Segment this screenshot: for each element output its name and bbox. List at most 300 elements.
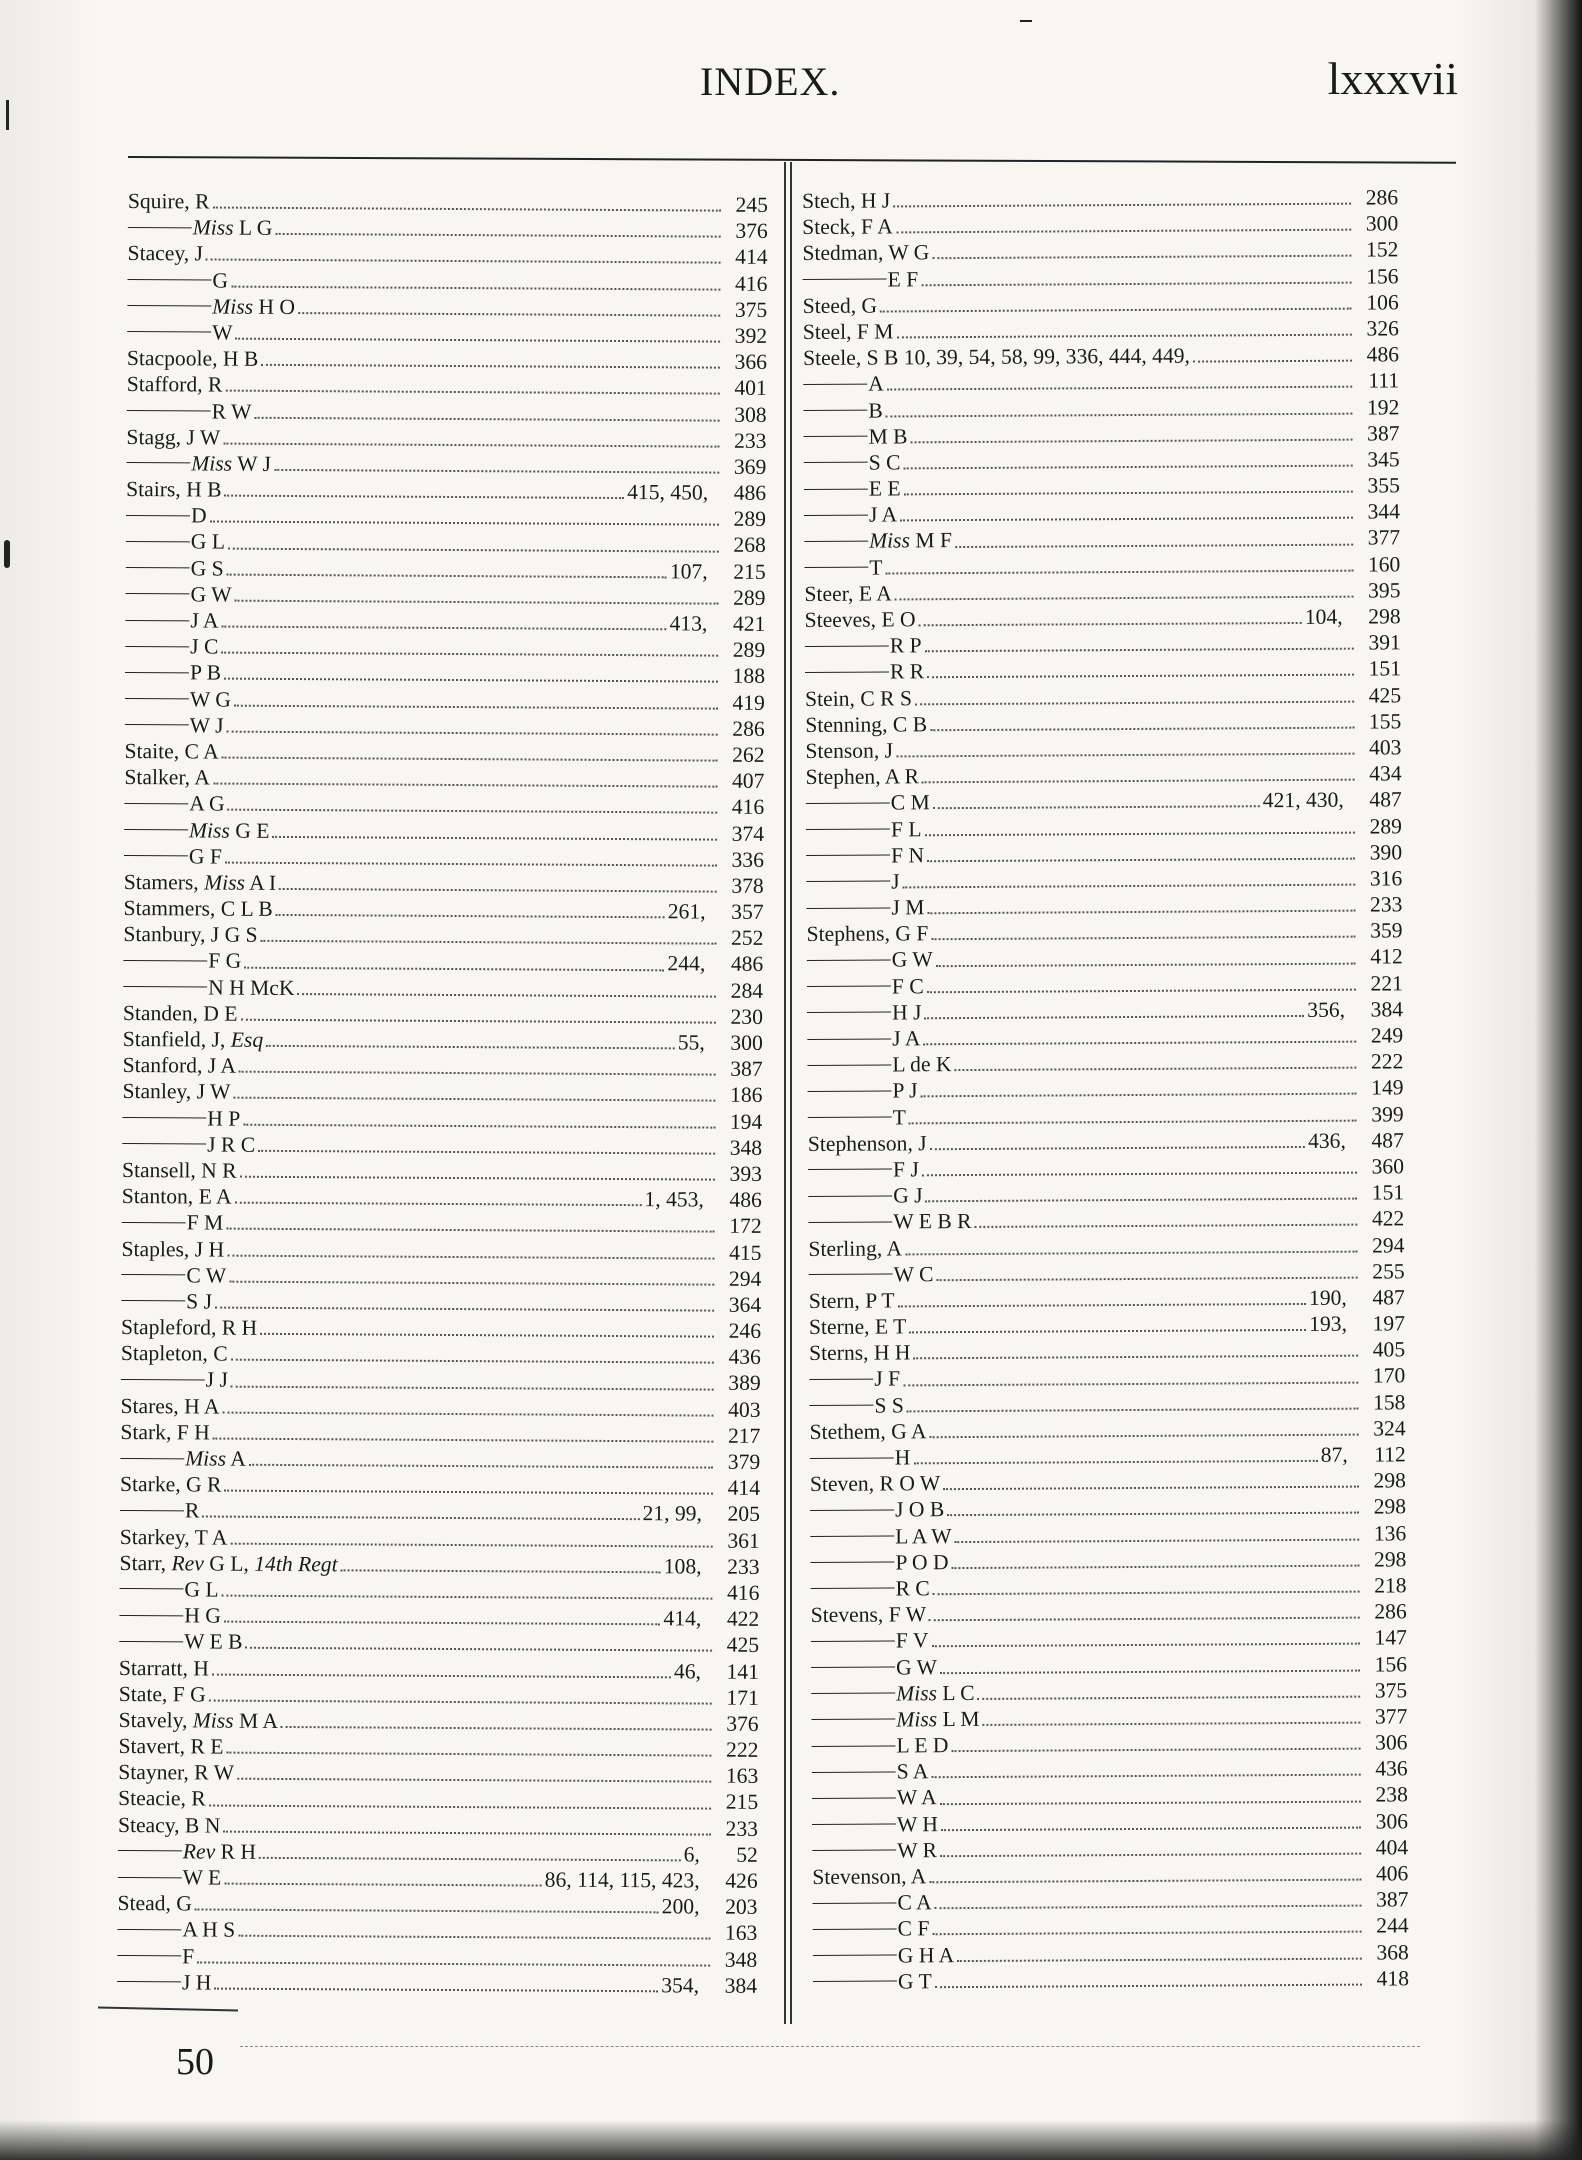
index-entry [124,738,764,768]
entry-page-number: 255 [1372,1259,1405,1284]
ditto-dash [125,672,189,673]
ditto-dash [119,1641,183,1642]
entry-name-text: D [190,503,207,528]
leader-dots [893,195,1351,208]
entry-name [124,738,218,765]
leader-dots [240,1168,715,1181]
entry-name [119,1654,209,1681]
leader-dots [907,1399,1359,1412]
entry-name [805,711,927,738]
ditto-dash [125,698,189,699]
entry-page-number: 147 [1374,1625,1407,1650]
entry-page-number: 218 [1374,1573,1407,1598]
index-entry [806,839,1402,869]
leader-dots [226,722,717,735]
ditto-dash [125,646,189,647]
ditto-dash [808,1169,892,1171]
ditto-dash [126,462,190,463]
leader-dots [919,614,1302,626]
entry-name-text: J A [892,1026,921,1051]
entry-name [117,1890,192,1917]
index-entry [122,1078,762,1108]
entry-page-number: 106 [1366,290,1399,315]
leader-dots [936,954,1356,967]
leader-dots [932,1923,1361,1936]
leader-dots [929,1871,1361,1884]
index-entry [124,816,764,846]
entry-name [812,1785,937,1812]
ditto-dash [117,1929,181,1930]
entry-page-number: 364 [728,1292,762,1317]
ditto-dash [119,1615,183,1616]
entry-name [811,1732,948,1759]
ditto-dash [809,1274,893,1276]
leader-dots [955,1530,1360,1542]
entry-page-number: 384 [1370,997,1404,1022]
entry-name [803,318,894,345]
entry-name [119,1602,221,1629]
entry-name-text: S J [186,1289,213,1314]
ditto-dash [125,620,189,621]
ditto-dash [117,1955,181,1956]
index-entry [126,424,766,454]
entry-name-text: P O D [895,1549,949,1575]
entry-name [807,1078,917,1105]
entry-page-number: 52 [736,1842,758,1867]
entry-name [117,1943,194,1970]
entry-name [123,947,241,974]
ditto-dash [118,1877,182,1878]
index-entry [805,708,1401,738]
leader-dots [276,906,665,918]
index-entry [124,790,764,820]
index-entry [812,1808,1408,1838]
index-entry [121,1288,761,1318]
leader-dots [239,1063,716,1076]
entry-page-number: 345 [1367,447,1400,472]
index-entry [118,1759,758,1789]
index-entry [813,1965,1409,1995]
index-entry [117,1969,757,1999]
entry-name-text: Stanford, J A [122,1053,237,1078]
index-entry [123,1026,763,1056]
entry-name [118,1864,222,1891]
ditto-dash [806,829,890,831]
entry-page-number: 368 [1376,1939,1409,1965]
index-entry [125,686,765,716]
entry-name [807,947,933,974]
leader-dots [927,666,1354,679]
ditto-dash [807,1012,891,1014]
entry-name [123,1000,238,1027]
entry-page-number: 326 [1366,316,1399,341]
index-entry [124,869,764,899]
entry-name [804,475,901,502]
leader-dots [926,1190,1358,1203]
entry-page-number: 188 [732,664,766,689]
entry-page-number: 222 [1370,1049,1404,1074]
leader-dots [933,1583,1360,1596]
entry-name [807,1051,951,1078]
leader-dots [983,1714,1361,1726]
entry-name-text: W E [182,1865,222,1890]
index-entry [804,551,1400,581]
entry-name [126,502,207,529]
entry-name [808,1235,902,1262]
entry-name-text: C A [897,1890,932,1915]
entry-page-number: 111 [1368,368,1400,393]
leader-dots [197,1953,710,1966]
leader-dots [195,1901,659,1914]
leader-dots [226,1220,714,1233]
entry-page-number: 203 [725,1894,758,1920]
entry-name-text: Stavely, Miss M A [118,1707,279,1733]
ditto-dash [127,279,211,281]
entry-extra-pages: 436, [1307,1128,1346,1153]
index-entry [123,1000,763,1030]
entry-name [804,554,882,581]
leader-dots [913,1347,1358,1360]
leader-dots [931,1766,1360,1779]
entry-name-text: Stern, P T [808,1288,895,1313]
entry-name-text: R C [895,1576,930,1601]
index-entry [806,787,1402,817]
entry-name-text: C M [890,790,930,815]
leader-dots [235,330,720,343]
entry-name-text: Stamers, Miss A I [123,869,277,895]
entry-page-number: 422 [1371,1206,1405,1231]
ditto-dash [117,1981,181,1982]
entry-page-number: 306 [1375,1808,1409,1834]
entry-page-number: 375 [734,297,768,322]
leader-dots [240,1011,715,1024]
entry-page-number: 336 [731,847,764,872]
entry-name [805,659,924,686]
leader-dots [237,1770,711,1783]
entry-name-text: J F [874,1366,901,1392]
entry-page-number: 403 [1368,735,1402,760]
index-entry [118,1812,758,1842]
entry-page-number: 404 [1375,1835,1409,1860]
entry-name-text: Sterns, H H [809,1340,911,1366]
entry-name [809,1392,904,1419]
leader-dots [955,535,1353,547]
ditto-dash [812,1902,896,1904]
ditto-dash [810,1562,894,1564]
index-entry [805,656,1401,686]
entry-name-text: Stanton, E A [121,1184,232,1209]
entry-name [809,1313,907,1340]
ditto-dash [811,1588,895,1590]
index-entry [813,1939,1409,1969]
entry-name [124,843,222,870]
ditto-dash [127,331,211,333]
leader-dots [212,199,720,212]
entry-extra-pages: 356, [1307,997,1346,1022]
leader-dots [886,404,1353,417]
ditto-dash [805,671,889,673]
leader-dots [249,1456,713,1469]
entry-name-text: Steeves, E O [804,607,916,632]
entry-name-text: G S [190,556,224,581]
leader-dots [925,640,1354,653]
index-entry [811,1651,1407,1681]
entry-name [128,188,210,215]
entry-page-number: 246 [728,1318,762,1343]
entry-name-text: Stansell, N R [121,1157,237,1183]
index-entry [810,1468,1406,1498]
ditto-dash [811,1719,895,1721]
index-entry [810,1520,1406,1550]
entry-page-number: 376 [735,218,768,244]
entry-page-number: 425 [726,1632,760,1658]
leader-dots [1193,352,1352,363]
leader-dots [925,823,1355,836]
index-entry [810,1494,1406,1524]
entry-page-number: 384 [724,1973,758,1998]
entry-name [803,423,907,450]
entry-name-text: R P [889,633,922,658]
index-entry [802,211,1398,241]
ditto-dash [121,1274,185,1275]
leader-dots [229,1272,714,1285]
leader-dots [261,356,720,369]
ditto-dash [806,907,890,909]
entry-name [123,1052,237,1079]
leader-dots [957,1949,1362,1961]
entry-name-text: Stethem, G A [809,1419,927,1444]
entry-name-text: S A [896,1759,929,1784]
entry-page-number: 298 [1373,1494,1407,1519]
entry-name-text: G L [190,529,226,555]
entry-page-number: 170 [1372,1363,1406,1388]
entry-page-number: 366 [734,349,768,375]
entry-name-text: Stead, G [117,1891,192,1916]
entry-name-text: Stanley, J W [122,1079,231,1105]
entry-name-text: Miss L C [896,1680,975,1706]
entry-name-text: W J [189,713,224,738]
entry-name-text: A [868,371,884,396]
entry-name [121,1262,226,1289]
entry-name [125,659,221,686]
entry-name-text: Starratt, H [118,1655,209,1681]
leader-dots [224,1482,713,1495]
entry-page-number: 422 [726,1606,760,1632]
entry-name [126,476,222,503]
entry-name [810,1444,911,1471]
entry-name [810,1497,944,1524]
ditto-dash [804,567,868,568]
entry-page-number: 434 [1369,761,1402,786]
entry-page-number: 286 [732,716,765,741]
entry-name-text: F J [892,1157,919,1182]
leader-dots [931,1635,1359,1648]
entry-page-number: 300 [730,1030,763,1055]
leader-dots [903,1373,1358,1386]
index-entry [808,1153,1404,1183]
entry-page-number: 158 [1372,1389,1406,1415]
entry-name [121,1235,224,1262]
entry-name-text: Stanfield, J, Esq [122,1026,264,1052]
entry-page-number: 403 [728,1397,761,1422]
entry-name-text: G W [190,582,232,607]
ditto-dash [812,1745,896,1747]
ditto-dash [123,986,207,988]
leader-dots [209,1796,712,1809]
entry-name [123,1026,264,1053]
index-entry [804,525,1400,555]
entry-page-number: 298 [1368,604,1401,629]
entry-name-text: Stephen, A R [805,764,920,790]
leader-dots [228,539,719,552]
entry-page-number: 486 [1366,342,1400,367]
entry-name [119,1628,243,1655]
entry-page-number: 215 [725,1790,759,1815]
index-entry [812,1782,1408,1812]
ditto-dash [807,1064,891,1066]
entry-name [128,214,273,241]
index-entry [128,188,768,218]
index-entry [805,630,1401,660]
entry-page-number: 230 [730,1004,764,1029]
index-entry [119,1681,759,1711]
leader-dots [225,382,719,395]
leader-dots [226,1744,711,1757]
entry-name [120,1393,219,1420]
entry-name-text: G H A [897,1942,955,1968]
entry-name-text: Standen, D E [122,1000,238,1026]
leader-dots [924,1007,1304,1019]
entry-name-text: R [184,1498,200,1523]
entry-name [812,1811,938,1838]
entry-name [809,1340,911,1367]
entry-name-text: W H [896,1811,939,1837]
ditto-dash [813,1955,897,1957]
index-entry [803,420,1399,450]
index-entry [125,633,765,663]
entry-page-number: 416 [726,1580,760,1605]
entry-name [122,1105,240,1132]
entry-name-text: Miss G E [189,817,270,843]
entry-page-number: 425 [1368,682,1402,708]
entry-name [119,1707,279,1734]
entry-page-number: 391 [1368,630,1401,655]
index-entry [124,895,764,925]
ditto-dash [127,305,211,307]
entry-page-number: 399 [1371,1101,1404,1127]
index-entry [119,1602,759,1632]
ditto-dash [807,986,891,988]
entry-name [807,973,924,1000]
ditto-dash [811,1693,895,1695]
ditto-dash [804,488,868,489]
entry-name-text: Steed, G [802,293,878,318]
leader-dots [940,1845,1361,1858]
leader-dots [927,902,1355,915]
entry-name [813,1968,932,1995]
entry-extra-pages: 108, [663,1554,702,1579]
leader-dots [903,457,1352,470]
index-entry [807,1075,1403,1105]
index-entry [125,607,765,637]
entry-page-number: 487 [1369,787,1402,812]
entry-extra-pages: 261, [667,899,706,924]
entry-name [119,1576,218,1603]
entry-extra-pages: 6, [683,1842,700,1867]
index-entry [806,813,1402,843]
entry-name-text: Stevenson, A [812,1864,927,1889]
index-entry [119,1576,759,1606]
entry-page-number: 348 [724,1947,758,1972]
entry-name [804,502,897,529]
index-entry [809,1258,1405,1288]
entry-name-text: Sterling, A [808,1235,903,1261]
ditto-dash [119,1588,183,1589]
entry-name-text: F [182,1943,195,1968]
index-entry [806,865,1402,895]
index-entry [123,947,763,977]
index-entry [811,1729,1407,1759]
index-entry [117,1890,757,1920]
index-entry [127,293,767,323]
leader-dots [297,985,716,998]
entry-name [123,921,257,948]
entry-name-text: Miss M F [869,528,953,554]
leader-dots [900,509,1353,522]
entry-extra-pages: 244, [667,951,706,976]
ditto-dash [804,436,868,437]
entry-name-text: F V [895,1628,929,1653]
index-entry [127,345,767,375]
entry-name [804,528,952,555]
entry-name [126,450,271,477]
entry-extra-pages: 413, [669,611,708,636]
leader-dots [922,771,1355,784]
ditto-dash [126,541,190,542]
entry-name-text: F G [208,948,242,974]
entry-name [124,895,273,922]
entry-name [803,371,884,398]
entry-page-number: 217 [727,1423,761,1448]
index-entry [803,394,1399,424]
leader-dots [224,670,718,683]
leader-dots [230,1534,712,1547]
entry-page-number: 376 [726,1711,759,1736]
entry-name-text: L E D [896,1733,949,1758]
leader-dots [905,1242,1357,1255]
entry-name-text: Stapleford, R H [120,1315,258,1340]
entry-page-number: 426 [725,1868,758,1893]
entry-name-text: H P [207,1106,241,1131]
index-entry [122,1209,762,1239]
entry-page-number: 289 [732,637,766,663]
entry-page-number: 392 [734,323,768,348]
leader-dots [275,225,720,238]
entry-name-text: E E [868,476,901,501]
entry-name [806,790,930,817]
ditto-dash [806,881,890,883]
entry-page-number: 436 [1375,1756,1408,1781]
leader-dots [974,1216,1357,1228]
ditto-dash [124,803,188,804]
ditto-dash [812,1850,896,1852]
index-entry [804,577,1400,607]
index-entry [118,1785,758,1815]
entry-name-text: Steacie, R [118,1786,206,1811]
entry-name-text: Starr, Rev G L, 14th Regt [119,1550,338,1577]
entry-name-text: J O B [895,1497,945,1522]
entry-page-number: 197 [1372,1311,1406,1336]
